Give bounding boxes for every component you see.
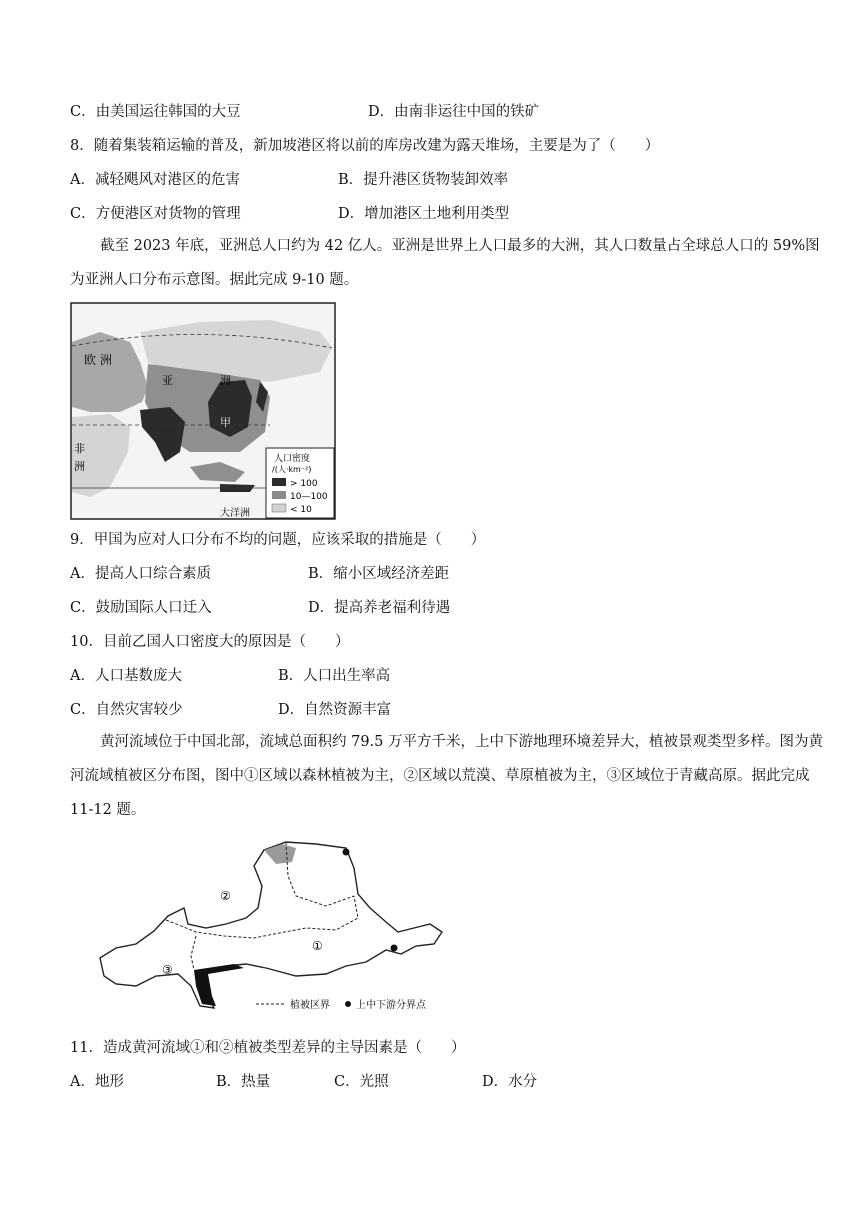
legend-swatch-high (272, 478, 286, 486)
q10-stem: 10．目前乙国人口密度大的原因是（ ） (70, 634, 350, 650)
legend-swatch-mid (272, 491, 286, 499)
q9-option-b: B．缩小区域经济差距 (308, 566, 450, 582)
division-point-upper (343, 849, 350, 856)
region-3-label: ③ (162, 963, 173, 977)
q9-stem: 9．甲国为应对人口分布不均的问题，应该采取的措施是（ ） (70, 532, 486, 548)
basin-outline (100, 842, 442, 1008)
q11-option-d: D．水分 (482, 1074, 538, 1090)
label-africa-2: 洲 (74, 460, 85, 473)
q10-option-a: A．人口基数庞大 (70, 668, 182, 684)
legend-high: > 100 (290, 479, 318, 489)
region-1-label: ① (312, 939, 323, 953)
q9-option-c: C．鼓励国际人口迁入 (70, 600, 212, 616)
legend-title-2: /(人·km⁻²) (272, 465, 312, 474)
q8-option-b: B．提升港区货物装卸效率 (338, 172, 509, 188)
label-europe: 欧 洲 (84, 353, 112, 367)
legend-point: 上中下游分界点 (356, 1000, 426, 1011)
label-asia-2: 洲 (220, 374, 231, 387)
q11-option-b: B．热量 (216, 1074, 271, 1090)
q9-option-a: A．提高人口综合素质 (70, 566, 211, 582)
label-africa-1: 非 (74, 442, 85, 455)
yellow-river-map (96, 836, 456, 1016)
q10-option-c: C．自然灾害较少 (70, 702, 183, 718)
legend-low: < 10 (290, 505, 312, 515)
asia-population-map (70, 302, 336, 520)
q9-option-d: D．提高养老福利待遇 (308, 600, 451, 616)
legend-boundary: 植被区界 (290, 1000, 330, 1011)
legend-title-1: 人口密度 (274, 454, 311, 464)
q10-option-b: B．人口出生率高 (278, 668, 391, 684)
legend-point-dot (345, 1001, 351, 1007)
q8-stem: 8．随着集装箱运输的普及，新加坡港区将以前的库房改建为露天堆场，主要是为了（ ） (70, 138, 660, 154)
region-2-label: ② (220, 889, 231, 903)
label-jia: 甲 (220, 416, 231, 429)
q7-option-c: C．由美国运往韩国的大豆 (70, 104, 241, 120)
legend-mid: 10—100 (290, 492, 328, 502)
label-oceania: 大洋洲 (220, 508, 250, 519)
q7-option-d: D．由南非运往中国的铁矿 (368, 104, 540, 120)
passage-asia-population: 截至 2023 年底，亚洲总人口约为 42 亿人。亚洲是世界上人口最多的大洲，其人口数量占全球总人口的 59%图为亚洲人口分布示意图。据此完成 9-10 题。 (70, 238, 820, 288)
q8-option-a: A．减轻飓风对港区的危害 (70, 172, 240, 188)
q11-option-a: A．地形 (70, 1074, 124, 1090)
passage-yellow-river: 黄河流域位于中国北部，流域总面积约 79.5 万平方千米，上中下游地理环境差异大，植被景观类型多样。图为黄河流域植被区分布图，图中①区域以森林植被为主，②区域以荒漠、草原植被为主，③区域位于青藏高原。据此完成 11-12 题。 (70, 734, 823, 818)
division-point-lower (391, 945, 398, 952)
legend-swatch-low (272, 504, 286, 512)
black-strip-south (194, 964, 244, 1006)
q10-option-d: D．自然资源丰富 (278, 702, 392, 718)
q8-option-c: C．方便港区对货物的管理 (70, 206, 241, 222)
q11-stem: 11．造成黄河流域①和②植被类型差异的主导因素是（ ） (70, 1040, 466, 1056)
q8-option-d: D．增加港区土地利用类型 (338, 206, 510, 222)
label-asia-1: 亚 (162, 374, 173, 387)
q11-option-c: C．光照 (334, 1074, 389, 1090)
